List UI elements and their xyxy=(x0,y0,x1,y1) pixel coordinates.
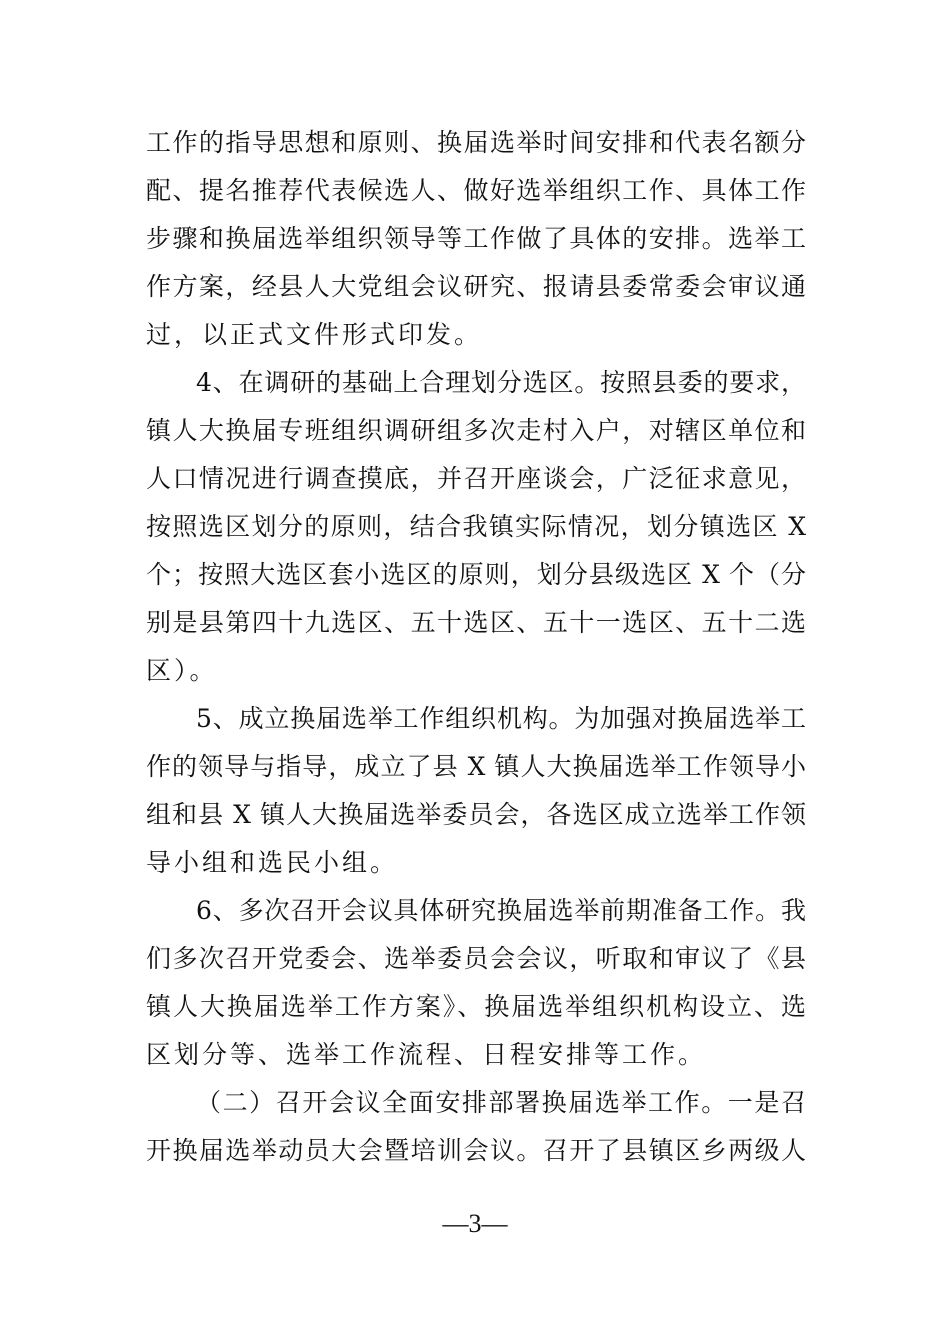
paragraph-1-line-3: 步骤和换届选举组织领导等工作做了具体的安排。选举工 xyxy=(146,224,806,253)
paragraph-3-line-1: 5、成立换届选举工作组织机构。为加强对换届选举工 xyxy=(196,704,806,733)
paragraph-4-line-4: 区划分等、选举工作流程、日程安排等工作。 xyxy=(146,1040,707,1069)
paragraph-3-line-2: 作的领导与指导，成立了县 X 镇人大换届选举工作领导小 xyxy=(146,752,806,781)
paragraph-5-line-1: （二）召开会议全面安排部署换届选举工作。一是召 xyxy=(196,1088,806,1117)
paragraph-4-line-3: 镇人大换届选举工作方案》、换届选举组织机构设立、选 xyxy=(146,992,806,1021)
paragraph-2-line-2: 镇人大换届专班组织调研组多次走村入户，对辖区单位和 xyxy=(146,416,806,445)
paragraph-2-line-4: 按照选区划分的原则，结合我镇实际情况，划分镇选区 X xyxy=(146,512,806,541)
paragraph-2-line-1: 4、在调研的基础上合理划分选区。按照县委的要求， xyxy=(196,368,806,397)
paragraph-1-line-1: 工作的指导思想和原则、换届选举时间安排和代表名额分 xyxy=(146,128,806,157)
paragraph-1-line-5: 过，以正式文件形式印发。 xyxy=(146,320,483,349)
paragraph-3-line-3: 组和县 X 镇人大换届选举委员会，各选区成立选举工作领 xyxy=(146,800,806,829)
paragraph-4-line-2: 们多次召开党委会、选举委员会会议，听取和审议了《县 xyxy=(146,944,806,973)
paragraph-2-line-5: 个；按照大选区套小选区的原则，划分县级选区 X 个（分 xyxy=(146,560,806,589)
paragraph-1-line-2: 配、提名推荐代表候选人、做好选举组织工作、具体工作 xyxy=(146,176,806,205)
paragraph-2-line-3: 人口情况进行调查摸底，并召开座谈会，广泛征求意见， xyxy=(146,464,806,493)
paragraph-2-line-6: 别是县第四十九选区、五十选区、五十一选区、五十二选 xyxy=(146,608,806,637)
paragraph-2-line-7: 区）。 xyxy=(146,656,218,685)
page-number: —3— xyxy=(442,1209,508,1238)
paragraph-4-line-1: 6、多次召开会议具体研究换届选举前期准备工作。我 xyxy=(196,896,806,925)
paragraph-1-line-4: 作方案，经县人大党组会议研究、报请县委常委会审议通 xyxy=(146,272,806,301)
paragraph-3-line-4: 导小组和选民小组。 xyxy=(146,848,399,877)
paragraph-5-line-2: 开换届选举动员大会暨培训会议。召开了县镇区乡两级人 xyxy=(146,1136,806,1165)
